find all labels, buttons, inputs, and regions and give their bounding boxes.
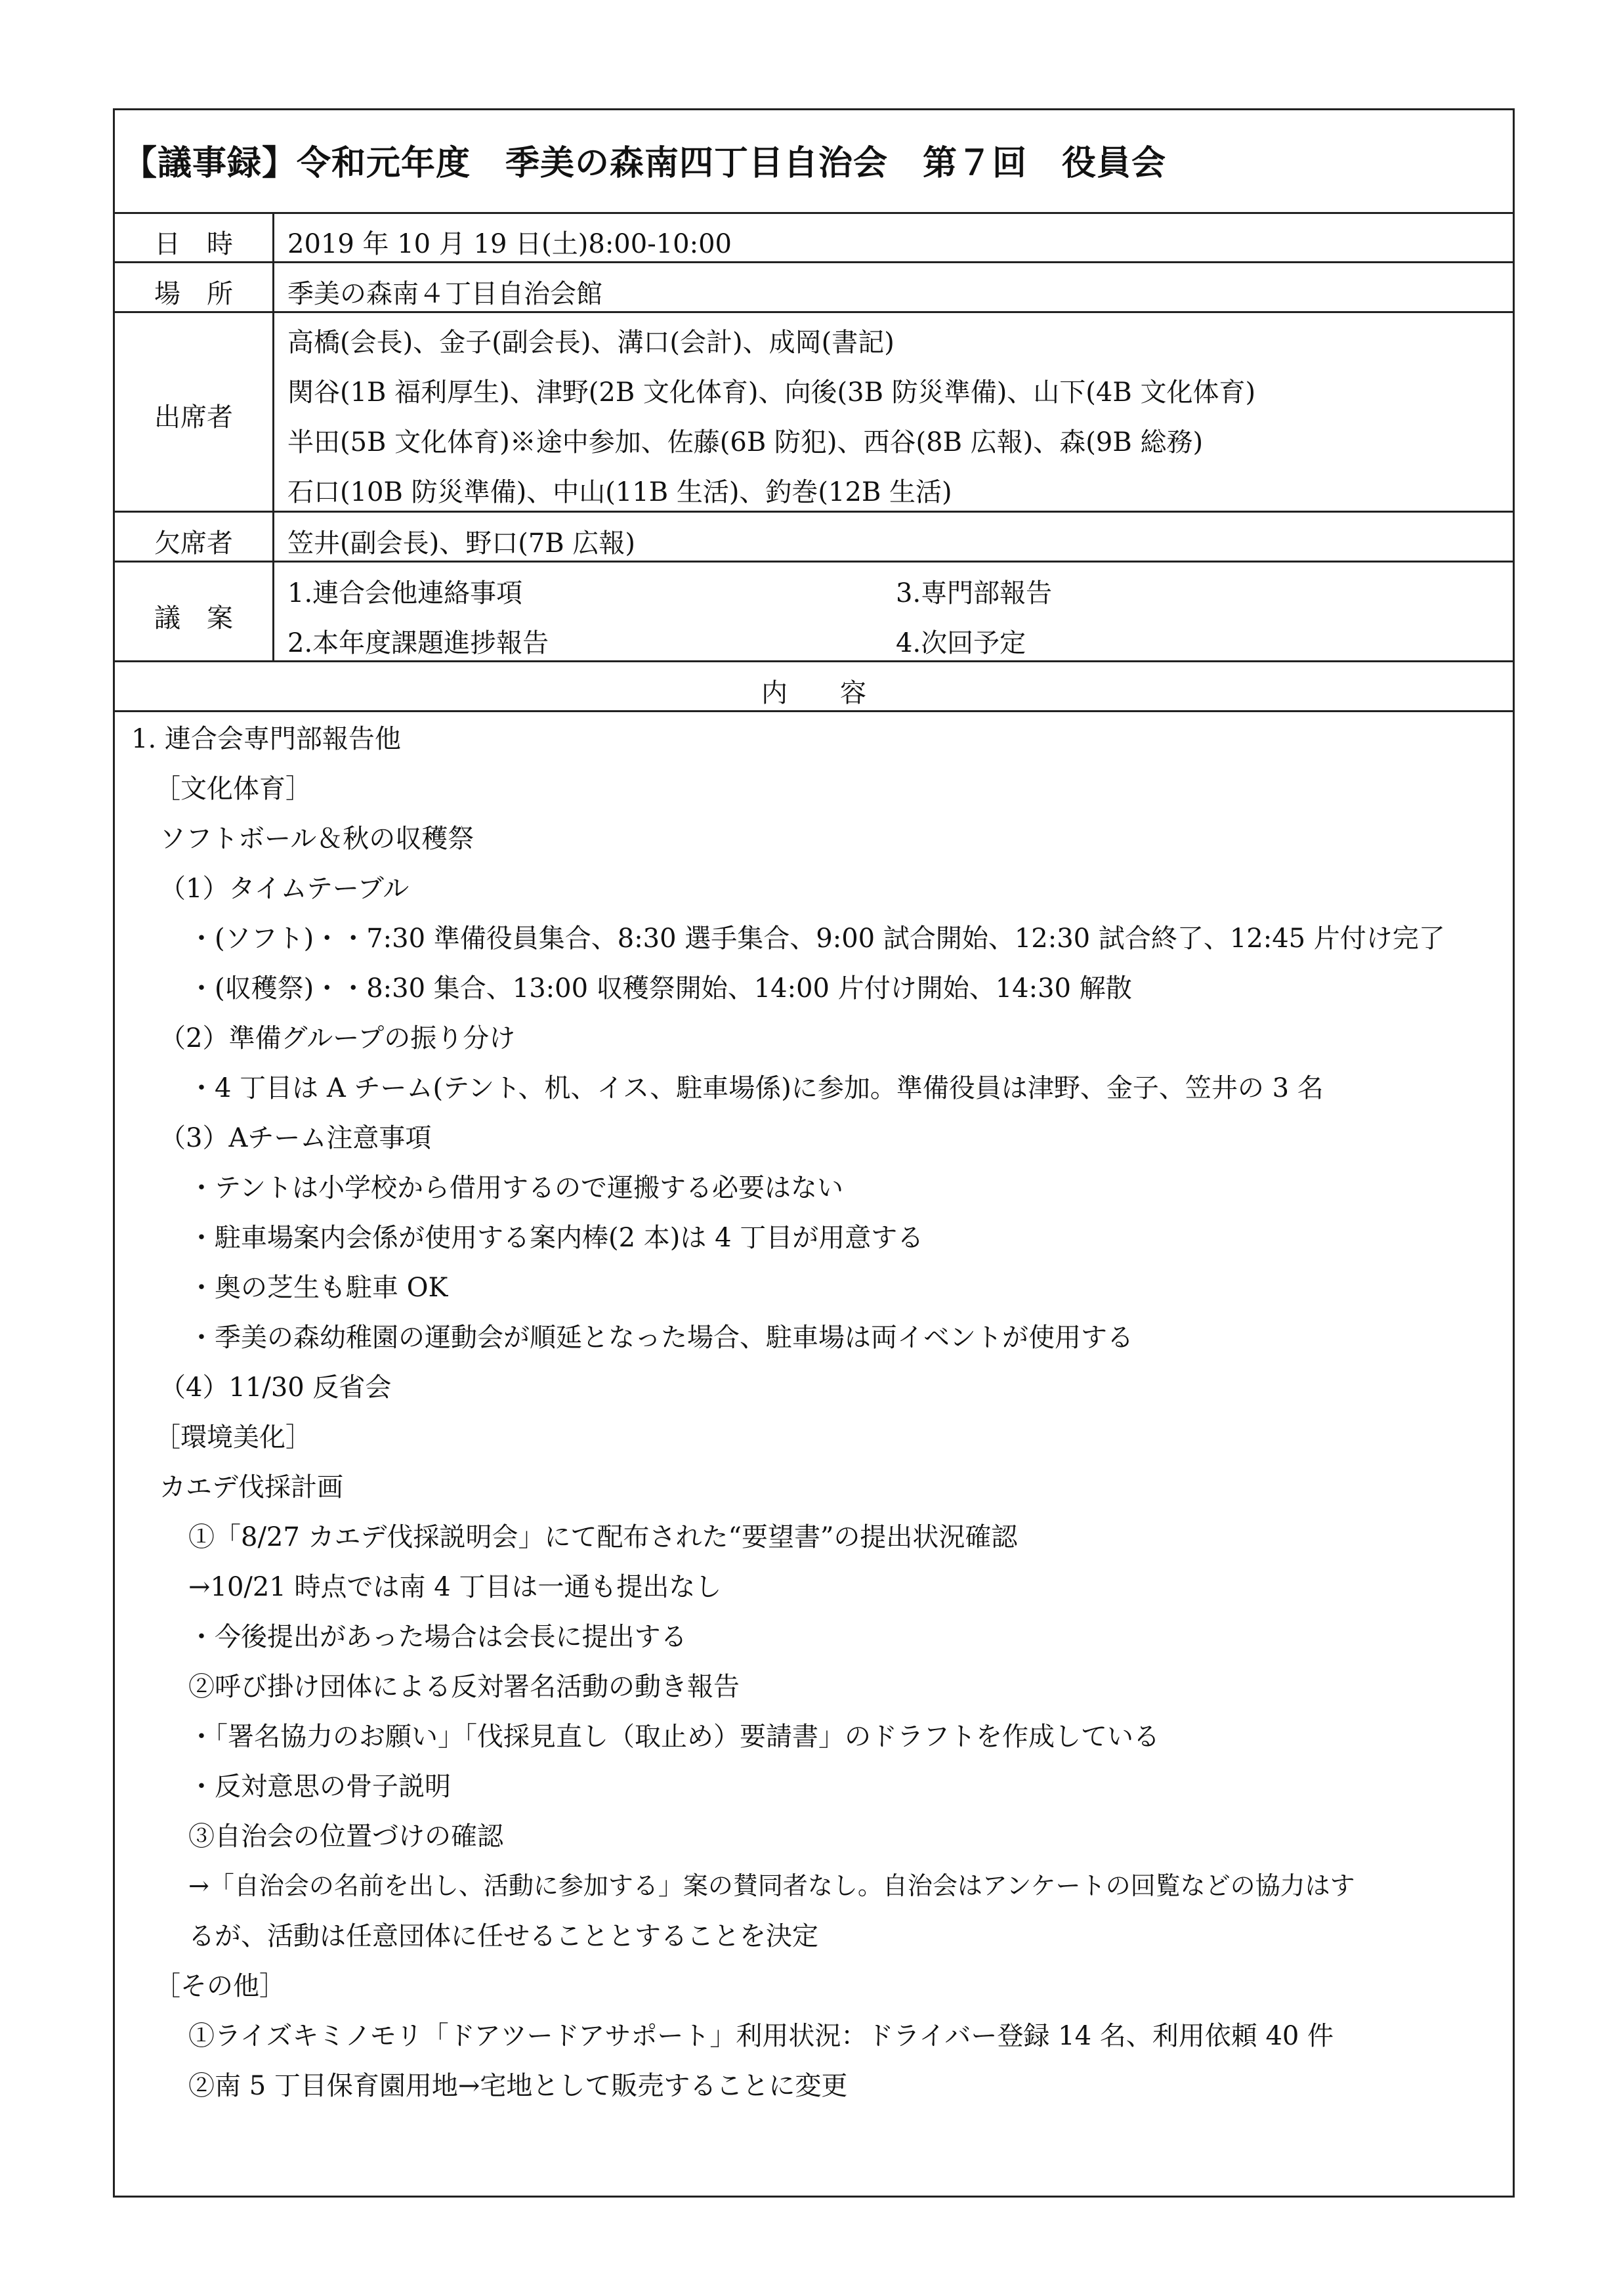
content-line: ①ライズキミノモリ「ドアツードアサポート」利用状況：ドライバー登録 14 名、利用依頼 40 件 bbox=[188, 2021, 1334, 2051]
absentees-value: 笠井(副会長)、野口(7B 広報) bbox=[287, 528, 635, 559]
divider bbox=[115, 261, 1513, 263]
content-line: ・(収穫祭)・・8:30 集合、13:00 収穫祭開始、14:00 片付け開始、14:30 解散 bbox=[188, 973, 1132, 1004]
content-line: ・季美の森幼稚園の運動会が順延となった場合、駐車場は両イベントが使用する bbox=[188, 1323, 1133, 1353]
content-line: ・「署名協力のお願い」「伐採見直し（取止め）要請書」のドラフトを作成している bbox=[188, 1722, 1160, 1752]
datetime-label: 日 時 bbox=[154, 229, 233, 259]
divider bbox=[115, 511, 1513, 513]
category-heading: ［その他］ bbox=[154, 1971, 285, 2001]
content-line: →10/21 時点では南 4 丁目は一通も提出なし bbox=[188, 1572, 722, 1602]
content-line: ②南 5 丁目保育園用地→宅地として販売することに変更 bbox=[188, 2071, 848, 2101]
divider bbox=[115, 710, 1513, 712]
place-label: 場 所 bbox=[154, 279, 233, 309]
minutes-sheet bbox=[113, 108, 1515, 2198]
content-line: ③自治会の位置づけの確認 bbox=[188, 1821, 503, 1852]
agenda-label: 議 案 bbox=[154, 603, 233, 633]
column-divider bbox=[272, 212, 274, 660]
agenda-item-1: 1.連合会他連絡事項 bbox=[287, 578, 523, 608]
attendees-line: 石口(10B 防災準備)、中山(11B 生活)、釣巻(12B 生活) bbox=[287, 477, 952, 507]
agenda-item-2: 2.本年度課題進捗報告 bbox=[287, 628, 549, 658]
agenda-item-3: 3.専門部報告 bbox=[896, 578, 1053, 608]
content-line: ・駐車場案内会係が使用する案内棒(2 本)は 4 丁目が用意する bbox=[188, 1223, 924, 1253]
content-header: 内 容 bbox=[761, 678, 866, 708]
content-line: （4）11/30 反省会 bbox=[159, 1372, 392, 1403]
attendees-line: 高橋(会長)、金子(副会長)、溝口(会計)、成岡(書記) bbox=[287, 328, 895, 358]
content-line: ・反対意思の骨子説明 bbox=[188, 1772, 451, 1802]
content-line: るが、活動は任意団体に任せることとすることを決定 bbox=[188, 1921, 818, 1951]
place-value: 季美の森南４丁目自治会館 bbox=[287, 279, 602, 309]
content-line: ・奥の芝生も駐車 OK bbox=[188, 1273, 448, 1303]
attendees-line: 関谷(1B 福利厚生)、津野(2B 文化体育)、向後(3B 防災準備)、山下(4B 文化体育) bbox=[287, 377, 1256, 408]
attendees-line: 半田(5B 文化体育)※途中参加、佐藤(6B 防犯)、西谷(8B 広報)、森(9B 総務) bbox=[287, 427, 1204, 457]
content-line: （1）タイムテーブル bbox=[159, 874, 410, 904]
document-title: 【議事録】令和元年度 季美の森南四丁目自治会 第７回 役員会 bbox=[123, 143, 1167, 183]
content-line: ・(ソフト)・・7:30 準備役員集合、8:30 選手集合、9:00 試合開始、12:30 試合終了、12:45 片付け完了 bbox=[188, 924, 1445, 954]
content-line: カエデ伐採計画 bbox=[159, 1472, 343, 1502]
agenda-item-4: 4.次回予定 bbox=[896, 628, 1026, 658]
content-line: →「自治会の名前を出し、活動に参加する」案の賛同者なし。自治会はアンケートの回覧などの協力はす bbox=[188, 1871, 1355, 1900]
category-heading: ［文化体育］ bbox=[154, 774, 312, 804]
content-line: ・テントは小学校から借用するので運搬する必要はない bbox=[188, 1173, 843, 1203]
content-line: （3）Aチーム注意事項 bbox=[159, 1123, 432, 1153]
attendees-label: 出席者 bbox=[154, 402, 233, 433]
content-line: ②呼び掛け団体による反対署名活動の動き報告 bbox=[188, 1672, 740, 1702]
content-line: ソフトボール＆秋の収穫祭 bbox=[159, 824, 474, 854]
divider bbox=[115, 212, 1513, 214]
divider bbox=[115, 311, 1513, 313]
datetime-value: 2019 年 10 月 19 日(土)8:00-10:00 bbox=[287, 229, 732, 259]
section-heading: 1. 連合会専門部報告他 bbox=[131, 724, 401, 754]
content-line: （2）準備グループの振り分け bbox=[159, 1023, 516, 1053]
content-line: ・4 丁目は A チーム(テント、机、イス、駐車場係)に参加。準備役員は津野、金子、笠井の 3 名 bbox=[188, 1073, 1324, 1103]
absentees-label: 欠席者 bbox=[154, 528, 233, 559]
content-line: ①「8/27 カエデ伐採説明会」にて配布された“要望書”の提出状況確認 bbox=[188, 1522, 1018, 1552]
divider bbox=[115, 660, 1513, 662]
divider bbox=[115, 561, 1513, 563]
category-heading: ［環境美化］ bbox=[154, 1422, 312, 1453]
content-line: ・今後提出があった場合は会長に提出する bbox=[188, 1622, 687, 1652]
